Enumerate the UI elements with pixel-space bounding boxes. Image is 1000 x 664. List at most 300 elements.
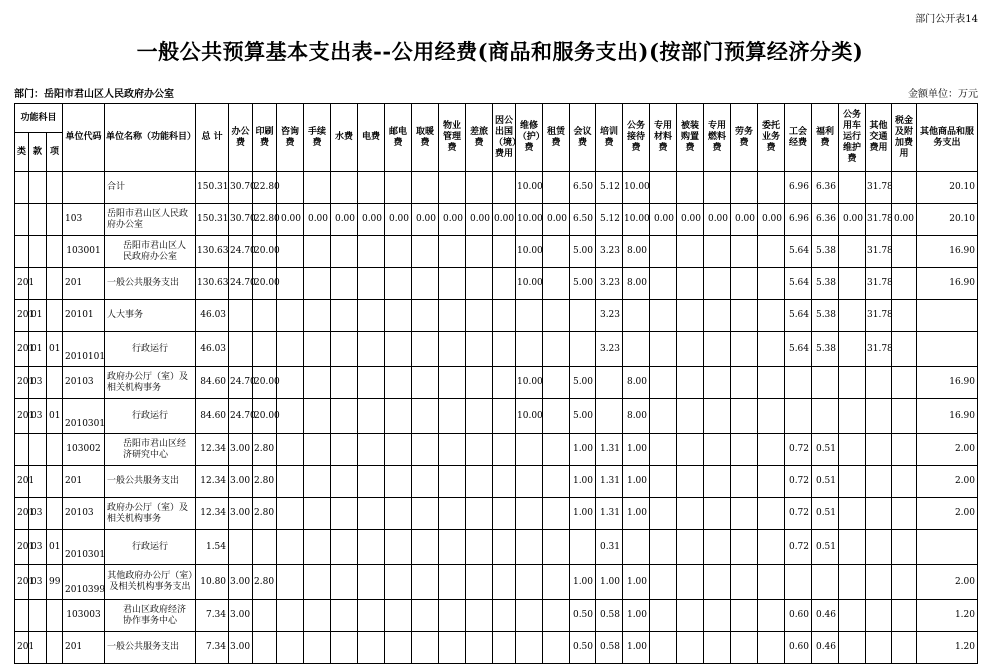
- cell-value: 6.96: [785, 172, 812, 204]
- cell-value: 24.70: [229, 236, 253, 268]
- cell-value: [892, 172, 917, 204]
- cell-xiang: [47, 632, 63, 664]
- cell-value: [731, 466, 758, 498]
- cell-value: 0.00: [704, 204, 731, 236]
- amount-unit-label: 金额单位：万元: [908, 89, 978, 100]
- table-row: [15, 268, 978, 300]
- cell-unit-code: [63, 172, 105, 204]
- cell-value: [277, 367, 304, 399]
- cell-value: [704, 268, 731, 300]
- table-row: [15, 466, 978, 498]
- cell-value: 0.00: [412, 204, 439, 236]
- cell-value: [650, 600, 677, 632]
- cell-value: 31.78: [866, 204, 892, 236]
- cell-value: [385, 600, 412, 632]
- cell-lei: 201: [15, 466, 29, 498]
- cell-value: [677, 498, 704, 530]
- cell-value: [758, 530, 785, 565]
- cell-value: [493, 632, 516, 664]
- cell-value: [758, 632, 785, 664]
- cell-value: [358, 172, 385, 204]
- cell-value: [543, 332, 570, 367]
- cell-lei: 201: [15, 632, 29, 664]
- cell-value: [758, 600, 785, 632]
- cell-value: 0.51: [812, 498, 839, 530]
- cell-value: 10.00: [516, 367, 543, 399]
- cell-xiang: [47, 367, 63, 399]
- cell-value: [917, 332, 978, 367]
- cell-value: 10.00: [516, 204, 543, 236]
- cell-value: [358, 332, 385, 367]
- table-row: [15, 399, 978, 434]
- header-col-5: 电费: [358, 104, 385, 172]
- header-col-6: 邮电费: [385, 104, 412, 172]
- cell-value: [731, 530, 758, 565]
- cell-value: [439, 332, 466, 367]
- cell-kuan: [29, 236, 47, 268]
- cell-value: [385, 434, 412, 466]
- cell-value: 0.72: [785, 498, 812, 530]
- header-col-23: 公务用车运行维护费: [839, 104, 866, 172]
- department-label: 部门：岳阳市君山区人民政府办公室: [14, 89, 174, 100]
- cell-value: [304, 367, 331, 399]
- cell-value: [892, 466, 917, 498]
- cell-value: [253, 300, 277, 332]
- cell-value: [596, 399, 623, 434]
- cell-value: 0.00: [304, 204, 331, 236]
- cell-value: [277, 172, 304, 204]
- cell-value: [493, 332, 516, 367]
- cell-lei: 201: [15, 498, 29, 530]
- cell-value: [704, 399, 731, 434]
- cell-value: [516, 434, 543, 466]
- header-col-26: 其他商品和服务支出: [917, 104, 978, 172]
- header-col-7: 取暖费: [412, 104, 439, 172]
- cell-value: 16.90: [917, 236, 978, 268]
- cell-value: [439, 236, 466, 268]
- cell-kuan: 03: [29, 399, 47, 434]
- cell-value: [704, 600, 731, 632]
- cell-xiang: [47, 498, 63, 530]
- cell-value: [677, 565, 704, 600]
- cell-value: [385, 300, 412, 332]
- cell-value: [277, 600, 304, 632]
- cell-value: 0.72: [785, 530, 812, 565]
- cell-value: [758, 434, 785, 466]
- cell-value: [493, 367, 516, 399]
- cell-value: [304, 530, 331, 565]
- cell-value: [331, 236, 358, 268]
- cell-value: 6.50: [570, 204, 596, 236]
- cell-value: [331, 498, 358, 530]
- cell-kuan: [29, 434, 47, 466]
- table-header: [15, 104, 978, 172]
- cell-value: 1.31: [596, 498, 623, 530]
- header-kuan: 款: [29, 133, 47, 172]
- cell-value: [758, 172, 785, 204]
- cell-value: [358, 367, 385, 399]
- cell-value: 2.80: [253, 434, 277, 466]
- cell-xiang: [47, 300, 63, 332]
- cell-value: [493, 466, 516, 498]
- cell-value: 0.60: [785, 600, 812, 632]
- cell-value: 1.20: [917, 600, 978, 632]
- cell-value: [516, 332, 543, 367]
- cell-total: 1.54: [196, 530, 229, 565]
- cell-lei: [15, 204, 29, 236]
- cell-value: 0.46: [812, 600, 839, 632]
- cell-value: [516, 498, 543, 530]
- cell-value: [677, 268, 704, 300]
- cell-value: [839, 367, 866, 399]
- cell-unit-code: 103003: [63, 600, 105, 632]
- cell-value: [412, 632, 439, 664]
- header-col-24: 其他交通费用: [866, 104, 892, 172]
- cell-value: 10.00: [516, 399, 543, 434]
- cell-value: 3.00: [229, 434, 253, 466]
- cell-value: [358, 498, 385, 530]
- cell-value: [650, 466, 677, 498]
- page-title: 一般公共预算基本支出表--公用经费(商品和服务支出)(按部门预算经济分类): [136, 39, 864, 64]
- cell-value: [892, 367, 917, 399]
- cell-value: 3.00: [229, 600, 253, 632]
- cell-value: [331, 632, 358, 664]
- cell-value: [677, 300, 704, 332]
- cell-value: 0.58: [596, 632, 623, 664]
- cell-xiang: [47, 172, 63, 204]
- cell-value: 0.00: [439, 204, 466, 236]
- cell-lei: [15, 172, 29, 204]
- cell-value: [412, 300, 439, 332]
- cell-value: [839, 300, 866, 332]
- cell-value: 5.64: [785, 300, 812, 332]
- cell-value: [466, 466, 493, 498]
- cell-value: [677, 332, 704, 367]
- cell-value: [543, 600, 570, 632]
- cell-total: 84.60: [196, 367, 229, 399]
- cell-value: [704, 332, 731, 367]
- cell-value: [331, 600, 358, 632]
- cell-value: [466, 632, 493, 664]
- cell-value: [412, 236, 439, 268]
- cell-unit-name: 岳阳市君山区人民政府办公室: [105, 204, 196, 236]
- cell-unit-code: 201: [63, 268, 105, 300]
- cell-value: [731, 300, 758, 332]
- cell-value: [866, 565, 892, 600]
- cell-value: [277, 530, 304, 565]
- cell-value: [704, 236, 731, 268]
- cell-value: 0.00: [277, 204, 304, 236]
- cell-value: [439, 600, 466, 632]
- header-col-12: 租赁费: [543, 104, 570, 172]
- cell-xiang: [47, 600, 63, 632]
- cell-value: [650, 399, 677, 434]
- cell-value: [385, 466, 412, 498]
- cell-value: [412, 367, 439, 399]
- cell-unit-name: 其他政府办公厅（室）及相关机构事务支出: [105, 565, 196, 600]
- cell-value: [412, 399, 439, 434]
- cell-unit-name: 岳阳市君山区人民政府办公室: [105, 236, 196, 268]
- cell-value: 1.00: [623, 600, 650, 632]
- header-unit-code: 单位代码: [63, 104, 105, 172]
- table-row: [15, 632, 978, 664]
- cell-value: [358, 466, 385, 498]
- cell-value: 2.00: [917, 565, 978, 600]
- cell-value: 5.64: [785, 236, 812, 268]
- cell-value: [892, 300, 917, 332]
- cell-value: 0.00: [466, 204, 493, 236]
- cell-value: 8.00: [623, 236, 650, 268]
- cell-value: [731, 632, 758, 664]
- cell-value: 1.31: [596, 466, 623, 498]
- cell-value: 2.00: [917, 498, 978, 530]
- cell-value: 5.38: [812, 300, 839, 332]
- cell-unit-code: 20103: [63, 367, 105, 399]
- cell-value: 0.50: [570, 632, 596, 664]
- cell-value: [892, 399, 917, 434]
- cell-value: [785, 367, 812, 399]
- cell-value: [385, 332, 412, 367]
- cell-value: [543, 498, 570, 530]
- cell-value: 0.72: [785, 466, 812, 498]
- cell-value: [358, 434, 385, 466]
- cell-value: 0.00: [892, 204, 917, 236]
- cell-value: [892, 498, 917, 530]
- cell-value: [516, 565, 543, 600]
- cell-value: 5.12: [596, 172, 623, 204]
- cell-value: [731, 332, 758, 367]
- cell-value: 0.00: [543, 204, 570, 236]
- cell-value: [866, 530, 892, 565]
- cell-value: [304, 565, 331, 600]
- cell-value: [412, 600, 439, 632]
- cell-value: [543, 399, 570, 434]
- cell-value: [466, 268, 493, 300]
- cell-value: 5.64: [785, 332, 812, 367]
- cell-unit-name: 一般公共服务支出: [105, 466, 196, 498]
- cell-value: [304, 236, 331, 268]
- cell-value: [758, 498, 785, 530]
- cell-value: 3.23: [596, 236, 623, 268]
- cell-value: [650, 172, 677, 204]
- cell-unit-code: 2010301: [63, 399, 105, 434]
- header-col-14: 培训费: [596, 104, 623, 172]
- cell-value: [229, 332, 253, 367]
- cell-value: [839, 332, 866, 367]
- cell-value: [917, 530, 978, 565]
- cell-value: [839, 399, 866, 434]
- cell-value: [650, 530, 677, 565]
- cell-value: 2.80: [253, 565, 277, 600]
- cell-total: 7.34: [196, 632, 229, 664]
- cell-value: 3.23: [596, 268, 623, 300]
- cell-value: [677, 466, 704, 498]
- cell-value: [839, 632, 866, 664]
- cell-value: [304, 300, 331, 332]
- cell-value: 16.90: [917, 367, 978, 399]
- cell-value: [493, 172, 516, 204]
- cell-value: 5.00: [570, 268, 596, 300]
- cell-unit-code: 20101: [63, 300, 105, 332]
- cell-value: [758, 399, 785, 434]
- cell-value: 0.00: [493, 204, 516, 236]
- cell-value: [358, 530, 385, 565]
- cell-value: 6.50: [570, 172, 596, 204]
- cell-kuan: 03: [29, 367, 47, 399]
- cell-value: [866, 434, 892, 466]
- cell-value: 24.70: [229, 367, 253, 399]
- cell-value: [758, 367, 785, 399]
- cell-value: [358, 600, 385, 632]
- cell-value: [758, 332, 785, 367]
- cell-value: 3.00: [229, 498, 253, 530]
- header-col-18: 专用燃料费: [704, 104, 731, 172]
- cell-value: 10.00: [516, 236, 543, 268]
- cell-value: [493, 434, 516, 466]
- cell-unit-name: 行政运行: [105, 332, 196, 367]
- cell-value: [277, 399, 304, 434]
- cell-value: [516, 632, 543, 664]
- cell-kuan: 03: [29, 530, 47, 565]
- cell-value: 1.00: [623, 565, 650, 600]
- cell-value: 1.31: [596, 434, 623, 466]
- cell-value: [229, 300, 253, 332]
- cell-value: [439, 399, 466, 434]
- cell-value: 0.51: [812, 466, 839, 498]
- cell-value: [439, 565, 466, 600]
- cell-value: [493, 565, 516, 600]
- cell-value: 5.38: [812, 268, 839, 300]
- cell-value: [331, 530, 358, 565]
- header-col-0: 办公费: [229, 104, 253, 172]
- cell-value: [439, 172, 466, 204]
- cell-value: [439, 300, 466, 332]
- cell-value: [543, 434, 570, 466]
- cell-value: [466, 600, 493, 632]
- cell-value: [358, 268, 385, 300]
- cell-value: 24.70: [229, 399, 253, 434]
- cell-value: [677, 172, 704, 204]
- cell-value: [866, 399, 892, 434]
- cell-total: 46.03: [196, 332, 229, 367]
- cell-value: 10.00: [623, 204, 650, 236]
- cell-value: [331, 268, 358, 300]
- cell-value: [331, 399, 358, 434]
- cell-kuan: 01: [29, 300, 47, 332]
- cell-value: [650, 632, 677, 664]
- cell-kuan: 03: [29, 498, 47, 530]
- cell-value: [839, 268, 866, 300]
- cell-lei: 201: [15, 268, 29, 300]
- cell-value: 1.00: [623, 498, 650, 530]
- cell-unit-name: 君山区政府经济协作事务中心: [105, 600, 196, 632]
- header-col-15: 公务接待费: [623, 104, 650, 172]
- cell-value: 31.78: [866, 236, 892, 268]
- cell-value: 22.80: [253, 172, 277, 204]
- cell-value: [331, 565, 358, 600]
- cell-value: [253, 632, 277, 664]
- table-row: [15, 300, 978, 332]
- cell-value: [677, 236, 704, 268]
- cell-value: [412, 434, 439, 466]
- cell-value: [385, 530, 412, 565]
- cell-value: [277, 466, 304, 498]
- cell-value: [439, 466, 466, 498]
- cell-unit-code: 103002: [63, 434, 105, 466]
- cell-value: [839, 236, 866, 268]
- cell-value: [839, 498, 866, 530]
- cell-value: [466, 172, 493, 204]
- cell-value: [543, 172, 570, 204]
- cell-value: 10.00: [516, 172, 543, 204]
- cell-value: 10.00: [516, 268, 543, 300]
- cell-value: [277, 268, 304, 300]
- cell-value: [758, 565, 785, 600]
- cell-value: 3.00: [229, 466, 253, 498]
- cell-value: [493, 530, 516, 565]
- header-col-25: 税金及附加费用: [892, 104, 917, 172]
- cell-kuan: 01: [29, 332, 47, 367]
- cell-value: 1.00: [623, 434, 650, 466]
- cell-unit-code: 2010101: [63, 332, 105, 367]
- cell-value: [623, 300, 650, 332]
- cell-value: [704, 565, 731, 600]
- cell-value: [570, 300, 596, 332]
- cell-value: 31.78: [866, 332, 892, 367]
- cell-value: [758, 236, 785, 268]
- cell-value: [731, 399, 758, 434]
- cell-value: [866, 600, 892, 632]
- cell-kuan: [29, 172, 47, 204]
- cell-value: [466, 367, 493, 399]
- cell-value: [412, 466, 439, 498]
- header-col-4: 水费: [331, 104, 358, 172]
- cell-value: 30.70: [229, 204, 253, 236]
- cell-value: [466, 300, 493, 332]
- cell-unit-code: 2010399: [63, 565, 105, 600]
- cell-value: [516, 300, 543, 332]
- cell-value: [892, 600, 917, 632]
- cell-value: 20.10: [917, 172, 978, 204]
- cell-value: 0.50: [570, 600, 596, 632]
- cell-unit-name: 岳阳市君山区经济研究中心: [105, 434, 196, 466]
- cell-unit-name: 行政运行: [105, 399, 196, 434]
- cell-value: [543, 268, 570, 300]
- cell-value: [466, 399, 493, 434]
- header-col-3: 手续费: [304, 104, 331, 172]
- cell-value: [543, 300, 570, 332]
- cell-value: [731, 172, 758, 204]
- cell-value: 6.36: [812, 172, 839, 204]
- cell-unit-name: 合计: [105, 172, 196, 204]
- cell-value: 5.00: [570, 236, 596, 268]
- cell-value: [839, 172, 866, 204]
- cell-value: 0.00: [331, 204, 358, 236]
- cell-value: [466, 498, 493, 530]
- cell-total: 150.31: [196, 204, 229, 236]
- cell-value: [331, 332, 358, 367]
- cell-value: 30.70: [229, 172, 253, 204]
- cell-value: [677, 530, 704, 565]
- cell-value: 16.90: [917, 268, 978, 300]
- cell-value: [866, 632, 892, 664]
- cell-value: [253, 600, 277, 632]
- cell-value: [358, 399, 385, 434]
- cell-value: [493, 498, 516, 530]
- cell-value: [892, 236, 917, 268]
- cell-value: 8.00: [623, 367, 650, 399]
- cell-value: [623, 530, 650, 565]
